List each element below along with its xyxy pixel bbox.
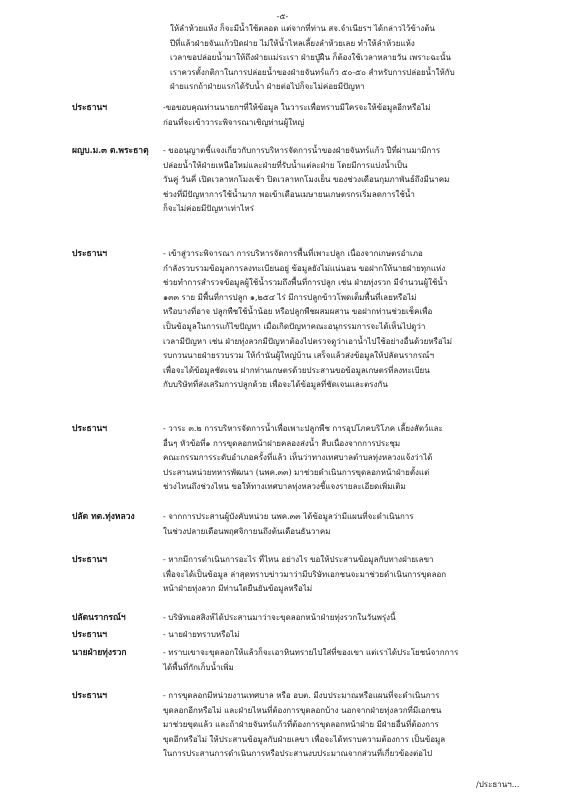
speech-line: - วาระ ๓.๒ การบริหารจัดการน้ำเพื่อเพาะปลูกพืช การอุปโภคบริโภค เลี้ยงสัตว์และ <box>163 424 443 433</box>
speech-text <box>163 646 543 675</box>
speech-line: มาช่วยขุดแล้ว และถ้าฝ่ายจันทร์แก้วที่ต้องการขุดลอกหน้าฝ่าย มีฝ่ายอื่นที่ต้องการ <box>163 720 439 730</box>
speech-text <box>163 247 543 393</box>
speech-text <box>163 553 543 597</box>
speech-text <box>163 611 543 626</box>
speech-line: ช่วงที่มีปัญหาการใช้น้ำมาก พอเข้าเดือนเมษายนเกษตรกรเริ่มลดการใช้น้ำ <box>163 189 415 199</box>
speaker-label: ประธานฯ <box>72 630 108 640</box>
speech-line: - ขออนุญาตชี้แจงเกี่ยวกับการบริหารจัดการน้ำของฝ่ายจันทร์แก้ว ปีที่ผ่านมามีการ <box>163 146 441 155</box>
paragraph-line: ปีที่แล้วฝ่ายจันแก้วปิดฝาย ไม่ให้น้ำไหลเลี้ยงลำห้วยเลย ทำให้ลำห้วยแห้ง <box>170 38 415 48</box>
speaker-label: ประธานฯ <box>72 555 108 565</box>
continued-paragraph <box>170 22 542 95</box>
page-number: -๕- <box>276 12 289 21</box>
speech-line: ปล่อยน้ำให้ฝ่ายเหนือใหม่และฝ่ายที่รับน้ำแต่ละฝ่าย โดยมีการแบ่งน้ำเป็น <box>163 160 408 170</box>
speech-line: ขุดลอกอีกหรือไม่ และฝ่ายไหนที่ต้องการขุดลอกบ้าง นอกจากฝ่ายทุ่งลวกที่มีเอกชน <box>163 705 442 715</box>
paragraph-line: ให้ลำห้วยแห้ง ก็จะมีน้ำใช้ตลอด แต่จากที่ท่าน สจ.จำเนียรฯ ได้กล่าวไว้ข้างต้น <box>170 24 435 33</box>
speech-line: ในการประสานการดำเนินการหรือประสานงบประมาณจากส่วนที่เกี่ยวข้องต่อไป <box>163 749 433 759</box>
speech-line: เพื่อจะได้เป็นข้อมูล ล่าสุดทราบข่าวมาว่ามีบริษัทเอกชนจะมาช่วยดำเนินการขุดลอก <box>163 569 447 579</box>
speaker-label: ปลัด ทต.ทุ่งหลวง <box>72 512 135 522</box>
speech-text <box>163 422 543 495</box>
speech-line: - บริษัทเอสสิงห์ได้ประสานมาว่าจะขุดลอกหน้าฝ่ายทุ่งรวกในวันพรุ่งนี้ <box>163 613 396 622</box>
speech-line: รบกวนนายฝ่ายรวบรวม ให้กำนันผู้ใหญ่บ้าน เสร็จแล้วส่งข้อมูลให้ปลัดนรากรณ์ฯ <box>163 351 434 361</box>
speech-text <box>163 144 543 217</box>
speech-line: เพื่อจะได้ข้อมูลชัดเจน ฝากท่านเกษตรด้วยประสานขอข้อมูลเกษตรที่ลงทะเบียน <box>163 365 430 375</box>
speech-line: ประสานหน่วยทหารพัฒนา (นพค.๓๓) มาช่วยดำเนินการขุดลอกหน้าฝ่ายตั้งแต่ <box>163 467 430 477</box>
paragraph-line: เวลาขอปล่อยน้ำมาให้ถึงฝ่ายแม่ระเรา ฝ่ายปู่ฝืน ก็ต้องใช้เวลาหลายวัน เพราะฉะนั้น <box>170 53 451 63</box>
speech-line: ในช่วงปลายเดือนพฤศจิกายนถึงต้นเดือนธันวาคม <box>163 526 331 536</box>
speech-line: - จากการประสานผู้บังคับหน่วย นพค.๓๓ ได้ข้อมูลว่ามีแผนที่จะดำเนินการ <box>163 512 414 521</box>
speaker-label: ผญบ.ม.๓ ต.พระธาตุ <box>72 146 149 156</box>
page-continuation-marker: /ประธานฯ... <box>476 780 520 789</box>
speech-line: หน้าฝ่ายทุ่งลวก มีท่านใดยืนยันข้อมูลหรือไม่ <box>163 584 313 594</box>
speech-line: -ขอขอบคุณท่านนายกฯที่ให้ข้อมูล ในวาระเพื่อทราบมีใครจะให้ข้อมูลอีกหรือไม่ <box>163 103 431 112</box>
speech-line: เวลามีปัญหา เช่น ฝ่ายทุ่งลวกมีปัญหาต้องไปตรวจดูว่าเอาน้ำไปใช้อย่างอื่นด้วยหรือไม่ <box>163 336 452 346</box>
speech-text <box>163 628 543 643</box>
speech-line: ก็จะไม่ค่อยมีปัญหาเท่าไหร่ <box>163 204 254 214</box>
paragraph-line: เราควรตั้งกติกาในการปล่อยน้ำของฝ่ายจันทร์แก้ว ๕๐-๕๐ สำหรับการปล่อยน้ำให้กับ <box>170 67 455 77</box>
speech-line: - หากมีการดำเนินการอะไร ที่ไหน อย่างไร ขอให้ประสานข้อมูลกับทางฝ่ายเลขา <box>163 555 434 564</box>
speech-line: ๑๓๓ ราย มีพื้นที่การปลูก ๑,๒๕๔ ไร่ มีการปลูกข้าวโพดเต็มพื้นที่เลยหรือไม่ <box>163 292 417 302</box>
speaker-label: นายฝ่ายทุ่งรวก <box>72 648 127 658</box>
speech-line: - การขุดลอกมีหน่วยงานเทศบาล หรือ อบต. มีงบประมาณหรือแผนที่จะดำเนินการ <box>163 691 440 700</box>
speech-line: กับบริษัทที่ส่งเสริมการปลูกด้วย เพื่อจะได้ข้อมูลที่ชัดเจนและตรงกัน <box>163 380 388 390</box>
speech-line: อื่นๆ หัวข้อที่๑ การขุดลอกหน้าฝายคลองส่งน้ำ สืบเนื่องจากการประชุม <box>163 438 401 448</box>
paragraph-line: ฝ่ายแรกถ้าฝ่ายแรกได้รับน้ำ ฝ่ายต่อไปก็จะไม่ค่อยมีปัญหา <box>170 82 365 92</box>
speech-text <box>163 510 543 539</box>
speech-line: - ทราบเขาจะขุดลอกให้แล้วก็จะเอาหินทรายไปใส่ที่ของเขา แต่เราได้ประโยชน์จากการ <box>163 648 459 657</box>
speech-text <box>163 689 543 762</box>
speech-text <box>163 101 543 130</box>
speech-line: เป็นข้อมูลในการแก้ไขปัญหา เมื่อเกิดปัญหาคณะอนุกรรมการจะได้เห็นไปดูว่า <box>163 321 426 331</box>
speaker-label: ประธานฯ <box>72 424 108 434</box>
speech-line: - นายฝ่ายทราบหรือไม่ <box>163 630 240 639</box>
speech-line: - เข้าสู่วาระพิจารณา การบริหารจัดการพื้นที่เพาะปลูก เนื่องจากเกษตรอำเภอ <box>163 249 423 258</box>
speaker-label: ประธานฯ <box>72 103 108 113</box>
speech-line: ได้พื้นที่กักเก็บน้ำเพิ่ม <box>163 662 234 672</box>
speech-line: ขุดอีกหรือไม่ ให้ประสานข้อมูลกับฝ่ายเลขา เพื่อจะได้ทราบความต้องการ เป็นข้อมูล <box>163 734 446 744</box>
speech-line: คณะกรรมการระดับอำเภอครั้งที่แล้ว เห็นว่าทางเทศบาลตำบลทุ่งหลวงแจ้งว่าได้ <box>163 453 433 463</box>
speech-line: ก่อนที่จะเข้าวาระพิจารณาเชิญท่านผู้ใหญ่ <box>163 117 305 127</box>
speech-line: ช่วงไหนถึงช่วงไหน ขอให้ทางเทศบาลทุ่งหลวงชี้แจงรายละเอียดเพิ่มเติม <box>163 482 406 492</box>
speaker-label: ปลัดนรากรณ์ฯ <box>72 613 126 623</box>
speaker-label: ประธานฯ <box>72 691 108 701</box>
speech-line: วันคู่ วันคี่ เปิดเวลาหกโมงเช้า ปิดเวลาหกโมงเย็น ของช่วงเดือนกุมภาพันธ์ถึงมีนาคม <box>163 175 450 185</box>
speech-line: กำลังรวบรวมข้อมูลการลงทะเบียนอยู่ ข้อมูลยังไม่แน่นอน ขอฝากให้นายฝ่ายทุกแห่ง <box>163 263 446 273</box>
speech-line: ช่วยทำการสำรวจข้อมูลผู้ใช้น้ำรวมถึงพื้นที่การปลูก เช่น ฝ่ายทุ่งรวก มีจำนวนผู้ใช้น้ำ <box>163 278 448 288</box>
speech-line: หรือบางที่อาจ ปลูกพืชใช้น้ำน้อย หรือปลูกพืชผสมผสาน ขอฝากท่านช่วยเช็คเพื่อ <box>163 307 433 317</box>
speaker-label: ประธานฯ <box>72 249 108 259</box>
